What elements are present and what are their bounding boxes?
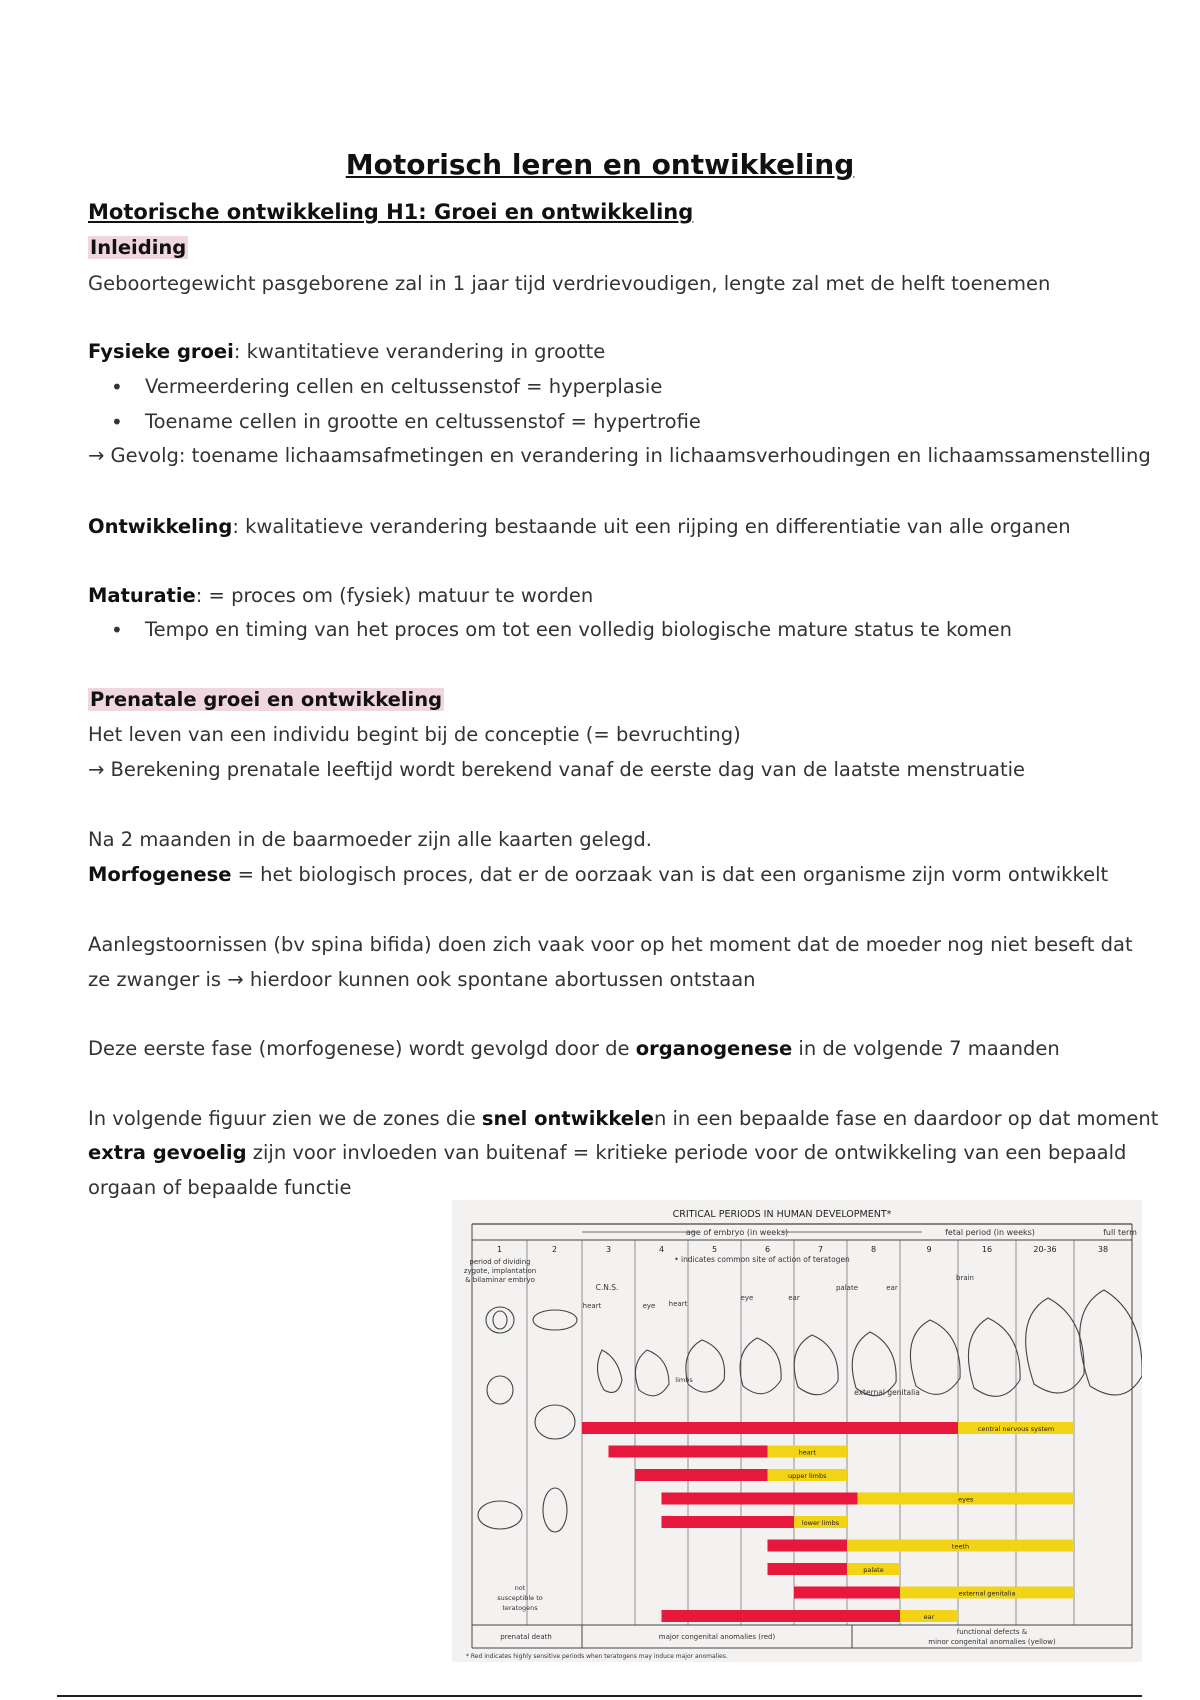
period-text-3: & bilaminar embryo xyxy=(465,1276,535,1284)
fase-line xyxy=(88,1037,1060,1061)
week-label: 7 xyxy=(817,1245,824,1254)
fetal-label: fetal period (in weeks) xyxy=(945,1228,1035,1237)
bar-red-eyes xyxy=(662,1493,858,1505)
week-label: 5 xyxy=(711,1245,718,1254)
section-heading-prenatale xyxy=(88,688,444,712)
embryo-sketch xyxy=(478,1501,522,1529)
bar-red-heart xyxy=(609,1446,768,1458)
fysieke-groei-term: Fysieke groei xyxy=(88,340,234,363)
list-item: • Vermeerdering cellen en celtussenstof = hyperplasie xyxy=(145,375,662,399)
figuur-p1-post: n in een bepaalde fase en daardoor op dat moment xyxy=(653,1107,1159,1130)
embryo-sketch xyxy=(686,1340,725,1392)
bottom-label: prenatal death xyxy=(500,1633,552,1641)
ontwikkeling-definition xyxy=(88,515,1071,539)
embryo-sketch xyxy=(794,1335,838,1395)
structure-label: limbs xyxy=(675,1376,693,1384)
period-text-1: period of dividing xyxy=(469,1258,531,1266)
critical-periods-figure xyxy=(452,1200,1142,1662)
structure-label: palate xyxy=(835,1284,859,1292)
embryo-sketch xyxy=(1026,1298,1084,1393)
maturatie-term: Maturatie xyxy=(88,584,196,607)
aanleg-line-2: ze zwanger is → hierdoor kunnen ook spontane abortussen ontstaan xyxy=(88,968,756,991)
fase-pre: Deze eerste fase (morfogenese) wordt gevolgd door de xyxy=(88,1037,636,1060)
fase-post: in de volgende 7 maanden xyxy=(792,1037,1060,1060)
figuur-p2-bold: extra gevoelig xyxy=(88,1141,247,1164)
prenatale-line-2: → Berekening prenatale leeftijd wordt berekend vanaf de eerste dag van de laatste menstruatie xyxy=(88,758,1026,781)
embryo-sketch xyxy=(968,1318,1020,1396)
bar-label: external genitalia xyxy=(958,1589,1016,1598)
bar-label: palate xyxy=(863,1566,884,1574)
week-label: 20-36 xyxy=(1033,1245,1057,1254)
bottom-label: major congenital anomalies (red) xyxy=(658,1633,776,1641)
period-text-2: zygote, implantation xyxy=(463,1267,537,1275)
maturatie-def: : = proces om (fysiek) matuur te worden xyxy=(195,584,594,607)
week-label: 2 xyxy=(551,1245,558,1254)
week-label: 38 xyxy=(1097,1245,1109,1254)
week-label: 16 xyxy=(981,1245,993,1254)
figuur-line-3: orgaan of bepaalde functie xyxy=(88,1176,352,1199)
section-heading-inleiding xyxy=(88,236,188,260)
full-term-label: full term xyxy=(1103,1228,1137,1237)
bottom-label: functional defects & xyxy=(956,1628,1028,1636)
prenatale-label: Prenatale groei en ontwikkeling xyxy=(90,688,443,711)
gevolg-text: → Gevolg: toename lichaamsafmetingen en verandering in lichaamsverhoudingen en lichaamssamenstelling xyxy=(88,444,1151,467)
not-susceptible-2: susceptible to xyxy=(497,1594,543,1602)
bottom-divider xyxy=(57,1695,1142,1697)
bar-red-external-genitalia xyxy=(794,1587,900,1599)
embryo-sketch xyxy=(1080,1290,1142,1395)
bar-label: central nervous system xyxy=(977,1425,1055,1433)
figure-footnote: * Red indicates highly sensitive periods when teratogens may induce major anomalies. xyxy=(466,1653,728,1660)
week-label: 3 xyxy=(605,1245,612,1254)
bar-label: upper limbs xyxy=(787,1472,827,1480)
document-title: Motorisch leren en ontwikkeling xyxy=(345,148,855,181)
structure-label: heart xyxy=(582,1302,602,1310)
prenatale-line-1: Het leven van een individu begint bij de conceptie (= bevruchting) xyxy=(88,723,741,746)
week-label: 4 xyxy=(658,1245,665,1254)
morfogenese-definition xyxy=(88,863,1108,887)
inleiding-label: Inleiding xyxy=(90,236,187,259)
embryo-sketch xyxy=(543,1488,567,1532)
figuur-p1-bold: snel ontwikkele xyxy=(481,1107,654,1130)
embryo-sketch xyxy=(910,1320,960,1394)
ontwikkeling-term: Ontwikkeling xyxy=(88,515,233,538)
figuur-p1-pre: In volgende figuur zien we de zones die xyxy=(88,1107,482,1130)
not-susceptible-3: teratogens xyxy=(502,1604,538,1612)
structure-label: ear xyxy=(788,1294,800,1302)
ontwikkeling-def: : kwalitatieve verandering bestaande uit een rijping en differentiatie van alle organen xyxy=(232,515,1071,538)
embryo-sketch xyxy=(635,1350,669,1396)
structure-label: eye xyxy=(740,1294,754,1302)
bottom-label: minor congenital anomalies (yellow) xyxy=(928,1638,1056,1646)
week-label: 8 xyxy=(870,1245,877,1254)
embryo-sketch xyxy=(535,1405,575,1439)
embryo-sketch xyxy=(740,1338,781,1394)
list-item: • Toename cellen in grootte en celtussenstof = hypertrofie xyxy=(145,410,701,434)
figuur-line-2 xyxy=(88,1141,1126,1165)
bar-label: eyes xyxy=(958,1495,974,1504)
figuur-line-1 xyxy=(88,1107,1158,1131)
bar-red-upper-limbs xyxy=(635,1469,768,1481)
embryo-sketch xyxy=(493,1311,507,1329)
embryo-sketch xyxy=(597,1350,622,1392)
structure-label: brain xyxy=(956,1274,974,1282)
maturatie-definition xyxy=(88,584,593,608)
week-label: 1 xyxy=(496,1245,503,1254)
age-label: age of embryo (in weeks) xyxy=(685,1228,789,1237)
bar-red-palate xyxy=(768,1563,848,1575)
chapter-heading: Motorische ontwikkeling H1: Groei en ontwikkeling xyxy=(88,200,694,224)
bar-red-ear xyxy=(662,1610,901,1622)
bar-label: teeth xyxy=(951,1542,970,1551)
week-label: 6 xyxy=(764,1245,771,1254)
week-label: 9 xyxy=(926,1245,932,1254)
bar-label: lower limbs xyxy=(801,1519,840,1527)
fysieke-groei-definition xyxy=(88,340,605,364)
embryo-sketch xyxy=(487,1376,513,1404)
inleiding-text: Geboortegewicht pasgeborene zal in 1 jaar tijd verdrievoudigen, lengte zal met de helft toenemen xyxy=(88,272,1051,295)
embryo-sketch xyxy=(533,1310,577,1330)
figure-title: CRITICAL PERIODS IN HUMAN DEVELOPMENT* xyxy=(672,1209,892,1220)
fysieke-groei-def: : kwantitatieve verandering in grootte xyxy=(233,340,606,363)
structure-label: eye xyxy=(642,1302,656,1310)
bar-red-teeth xyxy=(768,1540,848,1552)
bar-red-lower-limbs xyxy=(662,1516,795,1528)
figuur-p2-post: zijn voor invloeden van buitenaf = kritieke periode voor de ontwikkeling van een bepaald xyxy=(246,1141,1127,1164)
bar-label: heart xyxy=(798,1448,816,1457)
indicates-text: • indicates common site of action of teratogen xyxy=(674,1255,850,1264)
bar-label: ear xyxy=(923,1613,935,1621)
morfogenese-term: Morfogenese xyxy=(88,863,232,886)
bar-red-central-nervous-system xyxy=(582,1422,958,1434)
embryo-sketch xyxy=(852,1332,896,1396)
structure-label: ear xyxy=(886,1284,898,1292)
aanleg-line-1: Aanlegstoornissen (bv spina bifida) doen zich vaak voor op het moment dat de moeder nog niet beseft dat xyxy=(88,933,1133,956)
structure-label: C.N.S. xyxy=(595,1283,619,1292)
structure-label: heart xyxy=(668,1300,688,1308)
list-item: • Tempo en timing van het proces om tot een volledig biologische mature status te komen xyxy=(145,618,1012,642)
prenatale-line-3: Na 2 maanden in de baarmoeder zijn alle kaarten gelegd. xyxy=(88,828,652,851)
morfogenese-def: = het biologisch proces, dat er de oorzaak van is dat een organisme zijn vorm ontwikkelt xyxy=(231,863,1109,886)
not-susceptible-1: not xyxy=(514,1584,526,1592)
fase-bold: organogenese xyxy=(635,1037,793,1060)
structure-label: external genitalia xyxy=(854,1388,920,1397)
critical-periods-chart xyxy=(452,1200,1142,1662)
